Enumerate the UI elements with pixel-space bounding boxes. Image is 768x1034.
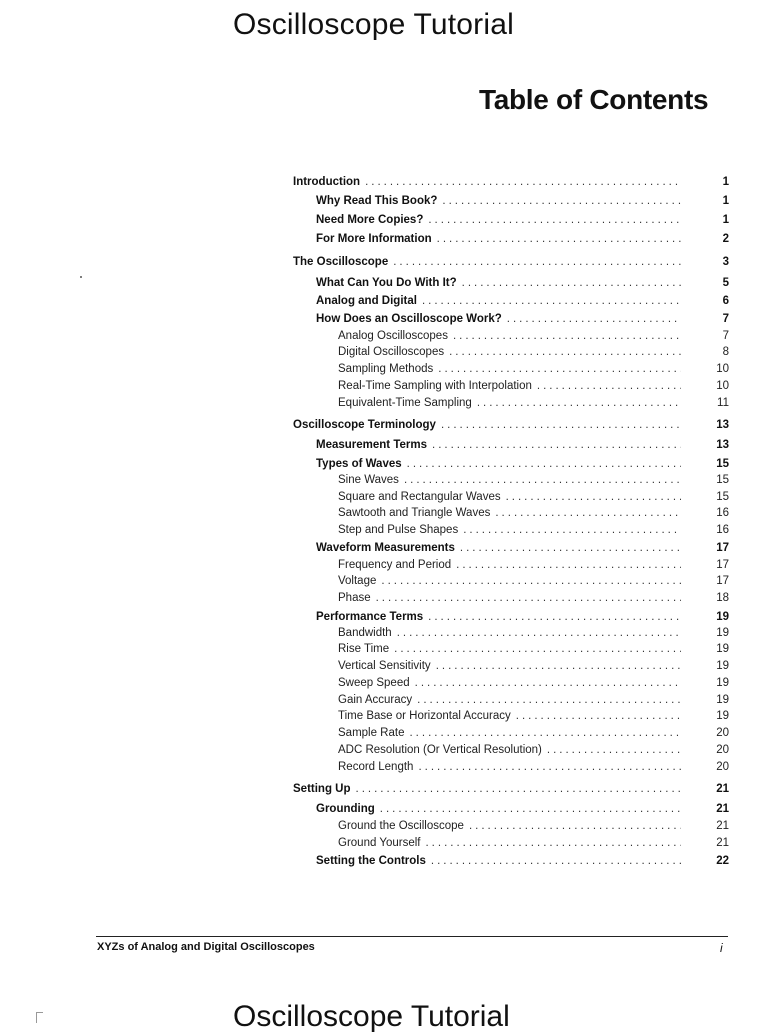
toc-entry[interactable]	[293, 625, 729, 641]
toc-entry[interactable]	[293, 759, 729, 775]
toc-entry[interactable]	[293, 692, 729, 708]
toc-entry-page: 3	[722, 256, 729, 268]
toc-entry[interactable]	[293, 853, 729, 869]
toc-leader-dots	[449, 344, 681, 360]
toc-entry-page: 10	[716, 363, 729, 375]
toc-entry-title: How Does an Oscilloscope Work?	[316, 313, 502, 325]
toc-leader-dots	[428, 212, 681, 228]
toc-entry[interactable]	[293, 328, 729, 344]
toc-entry-page: 18	[716, 592, 729, 604]
toc-entry-page: 8	[722, 346, 729, 358]
toc-leader-dots	[407, 456, 681, 472]
document-title: Oscilloscope Tutorial	[233, 8, 514, 41]
toc-entry-page: 19	[716, 660, 729, 672]
toc-entry[interactable]	[293, 522, 729, 538]
toc-entry-title: Sawtooth and Triangle Waves	[338, 507, 491, 519]
toc-entry-page: 19	[716, 710, 729, 722]
toc-heading: Table of Contents	[479, 84, 709, 115]
toc-entry[interactable]	[293, 293, 729, 309]
toc-entry[interactable]	[293, 361, 729, 377]
toc-entry-page: 15	[716, 491, 729, 503]
toc-leader-dots	[417, 692, 681, 708]
toc-entry[interactable]	[293, 540, 729, 556]
toc-leader-dots	[393, 254, 681, 270]
toc-entry[interactable]	[293, 818, 729, 834]
toc-entry-page: 13	[716, 439, 729, 451]
toc-entry[interactable]	[293, 378, 729, 394]
toc-entry-title: Introduction	[293, 176, 361, 188]
toc-entry-page: 21	[716, 803, 729, 815]
toc-entry-page: 13	[716, 419, 729, 431]
toc-entry-page: 7	[722, 313, 729, 325]
toc-leader-dots	[460, 540, 681, 556]
toc-entry-page: 21	[716, 820, 729, 832]
toc-leader-dots	[356, 781, 682, 797]
toc-entry-title: For More Information	[316, 233, 432, 245]
toc-entry-title: Sample Rate	[338, 727, 405, 739]
toc-entry[interactable]	[293, 557, 729, 573]
toc-entry-title: Bandwidth	[338, 627, 392, 639]
toc-leader-dots	[422, 293, 681, 309]
toc-leader-dots	[442, 193, 681, 209]
toc-entry-title: Rise Time	[338, 643, 390, 655]
toc-entry-title: Record Length	[338, 761, 414, 773]
toc-entry-title: Phase	[338, 592, 371, 604]
toc-entry[interactable]	[293, 456, 729, 472]
toc-leader-dots	[456, 557, 681, 573]
toc-entry-page: 15	[716, 474, 729, 486]
toc-entry-page: 7	[722, 330, 729, 342]
toc-entry[interactable]	[293, 472, 729, 488]
toc-entry-title: Analog Oscilloscopes	[338, 330, 448, 342]
toc-entry-page: 2	[722, 233, 729, 245]
toc-leader-dots	[409, 725, 681, 741]
footer-book-title: XYZs of Analog and Digital Oscilloscopes	[97, 941, 315, 953]
toc-entry-title: Performance Terms	[316, 611, 424, 623]
toc-entry[interactable]	[293, 505, 729, 521]
toc-entry-page: 19	[716, 694, 729, 706]
toc-entry-title: Sweep Speed	[338, 677, 410, 689]
toc-entry-title: ADC Resolution (Or Vertical Resolution)	[338, 744, 542, 756]
toc-leader-dots	[425, 835, 681, 851]
toc-entry[interactable]	[293, 658, 729, 674]
toc-leader-dots	[404, 472, 681, 488]
toc-entry-page: 17	[716, 542, 729, 554]
toc-entry-title: Voltage	[338, 575, 377, 587]
toc-leader-dots	[415, 675, 681, 691]
toc-entry-title: Measurement Terms	[316, 439, 427, 451]
scan-speck	[80, 276, 82, 278]
toc-leader-dots	[462, 275, 681, 291]
toc-leader-dots	[463, 522, 681, 538]
toc-entry[interactable]	[293, 590, 729, 606]
footer-page-number: i	[720, 941, 723, 955]
toc-leader-dots	[428, 609, 681, 625]
toc-entry-page: 19	[716, 643, 729, 655]
toc-leader-dots	[432, 437, 681, 453]
toc-entry-title: Sampling Methods	[338, 363, 434, 375]
toc-entry-title: Grounding	[316, 803, 375, 815]
toc-entry-page: 20	[716, 761, 729, 773]
toc-entry[interactable]	[293, 395, 729, 411]
toc-leader-dots	[431, 853, 681, 869]
toc-leader-dots	[418, 759, 681, 775]
toc-entry-title: Ground Yourself	[338, 837, 421, 849]
toc-entry-page: 1	[722, 195, 729, 207]
toc-entry-page: 10	[716, 380, 729, 392]
toc-entry-page: 17	[716, 559, 729, 571]
toc-entry[interactable]	[293, 641, 729, 657]
toc-leader-dots	[453, 328, 681, 344]
toc-entry-title: Setting Up	[293, 783, 351, 795]
toc-entry[interactable]	[293, 254, 729, 270]
toc-entry-page: 19	[716, 611, 729, 623]
toc-entry-title: Time Base or Horizontal Accuracy	[338, 710, 511, 722]
toc-leader-dots	[380, 801, 681, 817]
toc-entry-title: Setting the Controls	[316, 855, 426, 867]
toc-entry[interactable]	[293, 609, 729, 625]
toc-leader-dots	[381, 573, 681, 589]
toc-leader-dots	[537, 378, 681, 394]
toc-leader-dots	[477, 395, 681, 411]
toc-entry[interactable]	[293, 174, 729, 190]
toc-entry[interactable]	[293, 801, 729, 817]
toc-entry[interactable]	[293, 675, 729, 691]
toc-entry[interactable]	[293, 212, 729, 228]
toc-entry-page: 19	[716, 677, 729, 689]
toc-entry-page: 15	[716, 458, 729, 470]
toc-entry-page: 16	[716, 524, 729, 536]
toc-leader-dots	[547, 742, 681, 758]
toc-entry-page: 21	[716, 783, 729, 795]
toc-entry[interactable]	[293, 311, 729, 327]
toc-leader-dots	[516, 708, 681, 724]
toc-entry-title: Oscilloscope Terminology	[293, 419, 436, 431]
toc-entry[interactable]	[293, 193, 729, 209]
toc-leader-dots	[506, 489, 681, 505]
toc-leader-dots	[397, 625, 681, 641]
toc-entry-title: Sine Waves	[338, 474, 399, 486]
toc-entry[interactable]	[293, 835, 729, 851]
toc-entry-title: Types of Waves	[316, 458, 402, 470]
toc-leader-dots	[436, 658, 681, 674]
toc-entry-title: Gain Accuracy	[338, 694, 413, 706]
toc-leader-dots	[441, 417, 681, 433]
toc-entry-title: Need More Copies?	[316, 214, 424, 226]
toc-leader-dots	[507, 311, 681, 327]
toc-entry[interactable]	[293, 708, 729, 724]
footer-rule	[96, 936, 728, 937]
toc-leader-dots	[438, 361, 681, 377]
toc-entry[interactable]	[293, 417, 729, 433]
toc-entry-title: Equivalent-Time Sampling	[338, 397, 472, 409]
toc-entry-page: 16	[716, 507, 729, 519]
toc-entry-title: Digital Oscilloscopes	[338, 346, 445, 358]
page-corner-mark	[36, 1012, 43, 1023]
toc-entry-page: 1	[722, 176, 729, 188]
toc-entry-page: 22	[716, 855, 729, 867]
toc-entry-page: 20	[716, 727, 729, 739]
toc-entry-title: Analog and Digital	[316, 295, 417, 307]
toc-entry[interactable]	[293, 489, 729, 505]
toc-entry[interactable]	[293, 231, 729, 247]
toc-entry-title: Square and Rectangular Waves	[338, 491, 501, 503]
toc-entry[interactable]	[293, 573, 729, 589]
toc-leader-dots	[469, 818, 681, 834]
toc-entry-title: Frequency and Period	[338, 559, 452, 571]
toc-entry-page: 20	[716, 744, 729, 756]
toc-entry-page: 6	[722, 295, 729, 307]
toc-entry[interactable]	[293, 437, 729, 453]
toc-leader-dots	[495, 505, 681, 521]
toc-entry-title: Real-Time Sampling with Interpolation	[338, 380, 532, 392]
toc-entry-page: 11	[717, 397, 729, 409]
toc-entry[interactable]	[293, 275, 729, 291]
toc-entry-page: 21	[716, 837, 729, 849]
toc-leader-dots	[365, 174, 681, 190]
toc-entry[interactable]	[293, 742, 729, 758]
toc-entry-title: Vertical Sensitivity	[338, 660, 431, 672]
toc-entry-page: 5	[722, 277, 729, 289]
toc-entry-page: 17	[716, 575, 729, 587]
toc-entry-page: 19	[716, 627, 729, 639]
toc-entry[interactable]	[293, 344, 729, 360]
toc-entry-title: Step and Pulse Shapes	[338, 524, 459, 536]
toc-entry-title: Ground the Oscilloscope	[338, 820, 464, 832]
toc-entry-title: The Oscilloscope	[293, 256, 389, 268]
toc-leader-dots	[437, 231, 681, 247]
toc-entry-title: What Can You Do With It?	[316, 277, 457, 289]
toc-entry-page: 1	[722, 214, 729, 226]
toc-entry[interactable]	[293, 725, 729, 741]
toc-leader-dots	[376, 590, 681, 606]
next-page-title: Oscilloscope Tutorial	[233, 1000, 510, 1033]
toc-entry[interactable]	[293, 781, 729, 797]
toc-leader-dots	[394, 641, 681, 657]
toc-entry-title: Waveform Measurements	[316, 542, 455, 554]
toc-entry-title: Why Read This Book?	[316, 195, 438, 207]
